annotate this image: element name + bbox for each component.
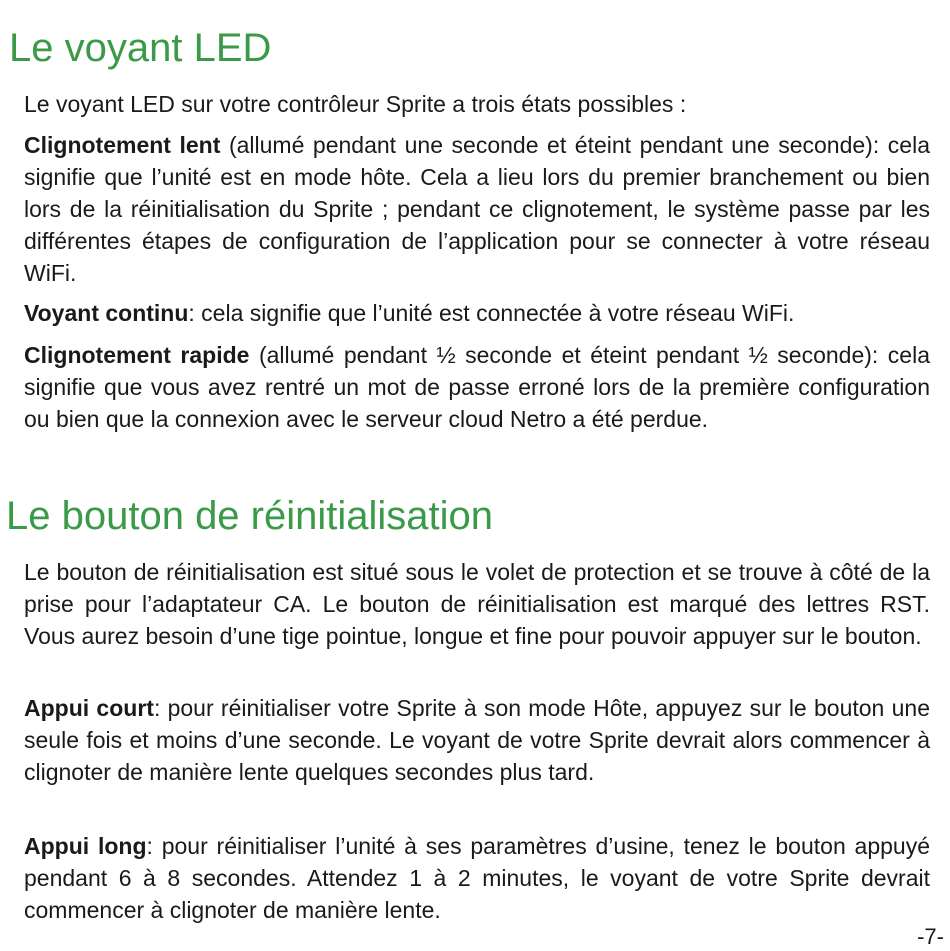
section-heading-led: Le voyant LED: [9, 26, 272, 70]
continuous-term: Voyant continu: [24, 300, 189, 326]
slow-blink-paragraph: [24, 129, 930, 289]
page-number: -7-: [917, 924, 944, 949]
long-press-text: : pour réinitialiser l’unité à ses paramètres d’usine, tenez le bouton appuyé pendant 6 à 8 secondes. Attendez 1 à 2 minutes, le voyant de votre Sprite devrait commencer à clignoter de manière lente.: [24, 833, 931, 923]
fast-blink-text: (allumé pendant ½ seconde et éteint pendant ½ seconde): cela signifie que vous avez rentré un mot de passe erroné lors de la première configuration ou bien que la connexion avec le serveur cloud Netro a été perdue.: [24, 342, 930, 432]
led-intro-paragraph: Le voyant LED sur votre contrôleur Sprite a trois états possibles :: [24, 91, 687, 117]
slow-blink-text: (allumé pendant une seconde et éteint pendant une seconde): cela signifie que l’unité est en mode hôte. Cela a lieu lors du premier branchement ou bien lors de la réinitialisation du Sprite ; pendant ce clignotement, le système passe par les différentes étapes de configuration de l’application pour se connecter à votre réseau WiFi.: [24, 132, 930, 286]
short-press-paragraph: [24, 692, 930, 788]
long-press-term: Appui long: [24, 833, 147, 859]
short-press-term: Appui court: [24, 695, 154, 721]
continuous-text: : cela signifie que l’unité est connectée à votre réseau WiFi.: [188, 300, 795, 326]
section-heading-reset: Le bouton de réinitialisation: [6, 494, 494, 538]
slow-blink-term: Clignotement lent: [24, 132, 221, 158]
continuous-paragraph: [24, 297, 930, 329]
fast-blink-paragraph: [24, 339, 930, 435]
long-press-paragraph: [24, 830, 930, 926]
fast-blink-term: Clignotement rapide: [24, 342, 250, 368]
reset-intro-paragraph: Le bouton de réinitialisation est situé sous le volet de protection et se trouve à côté de la prise pour l’adaptateur CA. Le bouton de réinitialisation est marqué des lettres RST. Vous aurez besoin d’une tige pointue, longue et fine pour pouvoir appuyer sur le bouton.: [24, 559, 930, 649]
short-press-text: : pour réinitialiser votre Sprite à son mode Hôte, appuyez sur le bouton une seule fois et moins d’une seconde. Le voyant de votre Sprite devrait alors commencer à clignoter de manière lente quelques secondes plus tard.: [24, 695, 930, 785]
